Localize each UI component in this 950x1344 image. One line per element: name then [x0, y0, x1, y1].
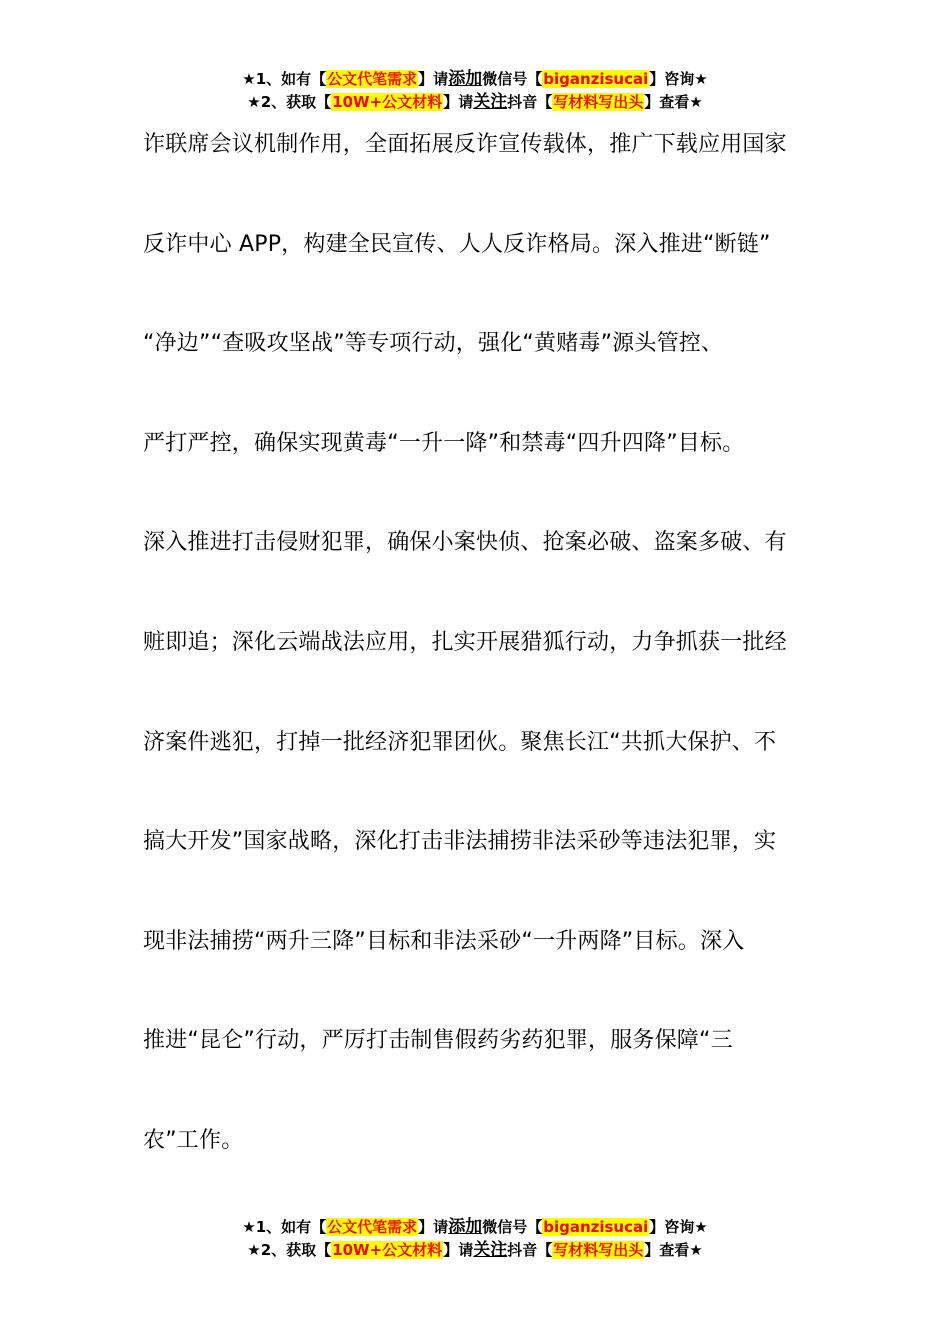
- banner-text: ★2、获取【: [247, 1241, 332, 1259]
- paragraph-line: 现非法捕捞“两升三降”目标和非法采砂“一升两降”目标。深入: [143, 928, 745, 954]
- banner-text: 】请: [443, 1241, 474, 1259]
- banner-line-1: [0, 1216, 950, 1239]
- banner-text: ★2、获取【: [247, 93, 332, 111]
- paragraph-line: 推进“昆仑”行动，严厉打击制售假药劣药犯罪，服务保障“三: [143, 1028, 733, 1054]
- document-body: [143, 120, 803, 1216]
- paragraph-line: 农”工作。: [143, 1127, 244, 1153]
- paragraph-line: 济案件逃犯，打掉一批经济犯罪团伙。聚焦长江“共抓大保护、不: [143, 729, 777, 755]
- banner-text: 微信号【: [482, 1218, 543, 1236]
- paragraph-line: 严打严控，确保实现黄毒“一升一降”和禁毒“四升四降”目标。: [143, 430, 745, 456]
- paragraph-line: 深入推进打击侵财犯罪，确保小案快侦、抢案必破、盗案多破、有: [143, 530, 787, 556]
- banner-text: 】查看★: [644, 1241, 703, 1259]
- banner-text: 】查看★: [644, 93, 703, 111]
- highlight-wechat-id: biganzisucai: [543, 70, 649, 88]
- highlight-service: 公文代笔需求: [327, 70, 418, 88]
- banner-text: 微信号【: [482, 70, 543, 88]
- banner-text: 抖音【: [507, 1241, 553, 1259]
- banner-line-1: [0, 68, 950, 91]
- banner-emphasis: 添加: [448, 1217, 483, 1237]
- highlight-materials: 10W+公文材料: [332, 93, 443, 111]
- banner-text: 】请: [418, 70, 449, 88]
- highlight-materials: 10W+公文材料: [332, 1241, 443, 1259]
- banner-text: ★1、如有【: [242, 1218, 327, 1236]
- highlight-wechat-id: biganzisucai: [543, 1218, 649, 1236]
- paragraph-line: “净边”“查吸攻坚战”等专项行动，强化“黄赌毒”源头管控、: [143, 331, 724, 357]
- banner-text: 】咨询★: [649, 70, 708, 88]
- header-banner: [0, 68, 950, 114]
- banner-text: 】咨询★: [649, 1218, 708, 1236]
- paragraph-line: 搞大开发”国家战略，深化打击非法捕捞非法采砂等违法犯罪，实: [143, 829, 777, 855]
- banner-text: 抖音【: [507, 93, 553, 111]
- paragraph-line: 反诈中心 APP，构建全民宣传、人人反诈格局。深入推进“断链”: [143, 231, 771, 257]
- banner-emphasis: 关注: [473, 1240, 508, 1260]
- paragraph-line: 诈联席会议机制作用，全面拓展反诈宣传载体，推广下载应用国家: [143, 132, 787, 157]
- banner-line-2: [0, 91, 950, 114]
- banner-line-2: [0, 1239, 950, 1262]
- highlight-douyin-account: 写材料写出头: [553, 93, 644, 111]
- banner-text: 】请: [418, 1218, 449, 1236]
- banner-text: 】请: [443, 93, 474, 111]
- banner-text: ★1、如有【: [242, 70, 327, 88]
- paragraph-line: 赃即追；深化云端战法应用，扎实开展猎狐行动，力争抓获一批经: [143, 629, 787, 655]
- banner-emphasis: 添加: [448, 69, 483, 89]
- highlight-service: 公文代笔需求: [327, 1218, 418, 1236]
- highlight-douyin-account: 写材料写出头: [553, 1241, 644, 1259]
- footer-banner: [0, 1216, 950, 1262]
- banner-emphasis: 关注: [473, 92, 508, 112]
